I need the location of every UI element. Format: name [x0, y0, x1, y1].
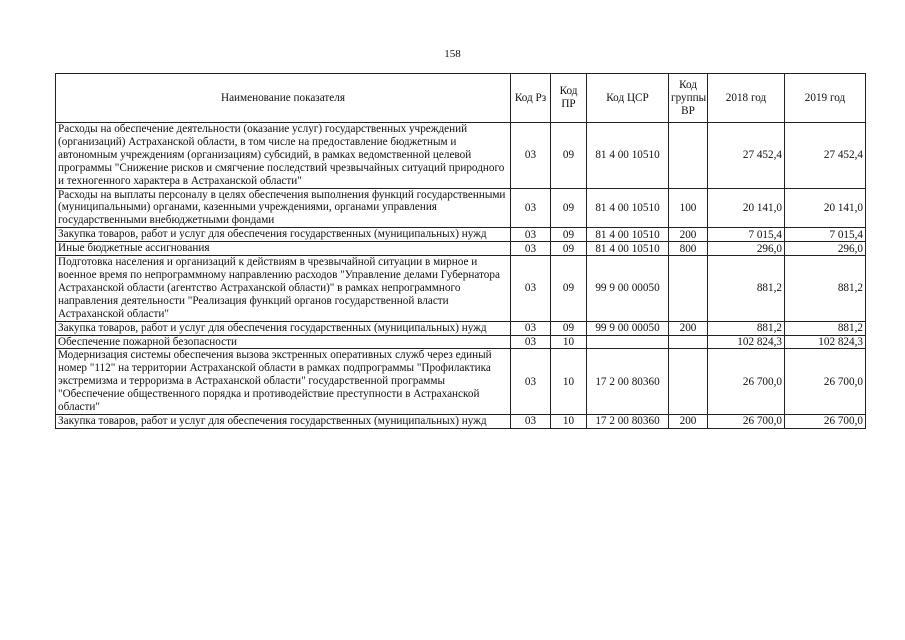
table-row [56, 228, 866, 242]
row-2018: 881,2 [708, 256, 785, 322]
row-csr: 81 4 00 10510 [587, 242, 669, 256]
header-2019: 2019 год [785, 74, 866, 123]
row-pr: 09 [551, 123, 587, 189]
row-pr: 10 [551, 349, 587, 415]
row-vr: 800 [669, 242, 708, 256]
row-vr [669, 335, 708, 349]
row-vr: 200 [669, 228, 708, 242]
row-2018: 7 015,4 [708, 228, 785, 242]
row-name: Обеспечение пожарной безопасности [56, 335, 511, 349]
row-csr: 17 2 00 80360 [587, 349, 669, 415]
header-2018: 2018 год [708, 74, 785, 123]
row-rz: 03 [511, 188, 551, 228]
row-2018: 881,2 [708, 321, 785, 335]
table-row [56, 242, 866, 256]
row-vr: 100 [669, 188, 708, 228]
row-rz: 03 [511, 242, 551, 256]
row-2019: 27 452,4 [785, 123, 866, 189]
row-csr [587, 335, 669, 349]
row-2019: 102 824,3 [785, 335, 866, 349]
table-header-row [56, 74, 866, 123]
row-pr: 09 [551, 242, 587, 256]
row-pr: 09 [551, 321, 587, 335]
row-vr [669, 256, 708, 322]
row-pr: 09 [551, 228, 587, 242]
row-2019: 7 015,4 [785, 228, 866, 242]
header-vr: Код группы ВР [669, 74, 708, 123]
row-2018: 102 824,3 [708, 335, 785, 349]
row-vr: 200 [669, 321, 708, 335]
row-csr: 81 4 00 10510 [587, 228, 669, 242]
row-pr: 09 [551, 188, 587, 228]
table-row [56, 321, 866, 335]
row-2018: 26 700,0 [708, 414, 785, 428]
row-name: Закупка товаров, работ и услуг для обеспечения государственных (муниципальных) нужд [56, 414, 511, 428]
row-vr: 200 [669, 414, 708, 428]
table-row [56, 123, 866, 189]
row-rz: 03 [511, 256, 551, 322]
page-number: 158 [444, 48, 461, 60]
row-2018: 296,0 [708, 242, 785, 256]
row-rz: 03 [511, 228, 551, 242]
header-rz: Код Рз [511, 74, 551, 123]
row-2019: 20 141,0 [785, 188, 866, 228]
row-2018: 26 700,0 [708, 349, 785, 415]
row-rz: 03 [511, 349, 551, 415]
table-row [56, 414, 866, 428]
row-rz: 03 [511, 335, 551, 349]
row-pr: 09 [551, 256, 587, 322]
table-row [56, 188, 866, 228]
header-pr: Код ПР [551, 74, 587, 123]
row-csr: 81 4 00 10510 [587, 188, 669, 228]
table-row [56, 256, 866, 322]
row-name: Закупка товаров, работ и услуг для обеспечения государственных (муниципальных) нужд [56, 321, 511, 335]
row-2019: 296,0 [785, 242, 866, 256]
row-name: Расходы на выплаты персоналу в целях обеспечения выполнения функций государственными (муниципальными) органами, казенными учреждениями, органами управления государственными внебюджетными фондами [56, 188, 511, 228]
row-name: Закупка товаров, работ и услуг для обеспечения государственных (муниципальных) нужд [56, 228, 511, 242]
row-2019: 881,2 [785, 256, 866, 322]
budget-table [55, 73, 866, 429]
row-pr: 10 [551, 414, 587, 428]
table-row [56, 335, 866, 349]
row-2018: 20 141,0 [708, 188, 785, 228]
row-rz: 03 [511, 414, 551, 428]
table-row [56, 349, 866, 415]
header-csr: Код ЦСР [587, 74, 669, 123]
row-2019: 26 700,0 [785, 414, 866, 428]
row-2019: 881,2 [785, 321, 866, 335]
row-2018: 27 452,4 [708, 123, 785, 189]
row-csr: 17 2 00 80360 [587, 414, 669, 428]
row-name: Подготовка населения и организаций к действиям в чрезвычайной ситуации в мирное и военное время по непрограммному направлению расходов "Управление делами Губернатора Астраханской области (агентство Астраханской области)" в рамках непрограммного направления деятельности "Реализация функций органов государственной власти Астраханской области" [56, 256, 511, 322]
row-csr: 99 9 00 00050 [587, 321, 669, 335]
row-2019: 26 700,0 [785, 349, 866, 415]
row-pr: 10 [551, 335, 587, 349]
header-name: Наименование показателя [56, 74, 511, 123]
row-name: Иные бюджетные ассигнования [56, 242, 511, 256]
row-name: Модернизация системы обеспечения вызова экстренных оперативных служб через единый номер "112" на территории Астраханской области в рамках подпрограммы "Профилактика экстремизма и терроризма в Астраханской области" государственной программы "Обеспечение общественного порядка и противодействие преступности в Астраханской области" [56, 349, 511, 415]
row-name: Расходы на обеспечение деятельности (оказание услуг) государственных учреждений (организаций) Астраханской области, в том числе на предоставление бюджетным и автономным учреждениям (организациям) субсидий, в рамках ведомственной целевой программы "Снижение рисков и смягчение последствий чрезвычайных ситуаций природного и техногенного характера в Астраханской области" [56, 123, 511, 189]
row-rz: 03 [511, 321, 551, 335]
row-rz: 03 [511, 123, 551, 189]
row-vr [669, 123, 708, 189]
row-csr: 81 4 00 10510 [587, 123, 669, 189]
row-vr [669, 349, 708, 415]
row-csr: 99 9 00 00050 [587, 256, 669, 322]
